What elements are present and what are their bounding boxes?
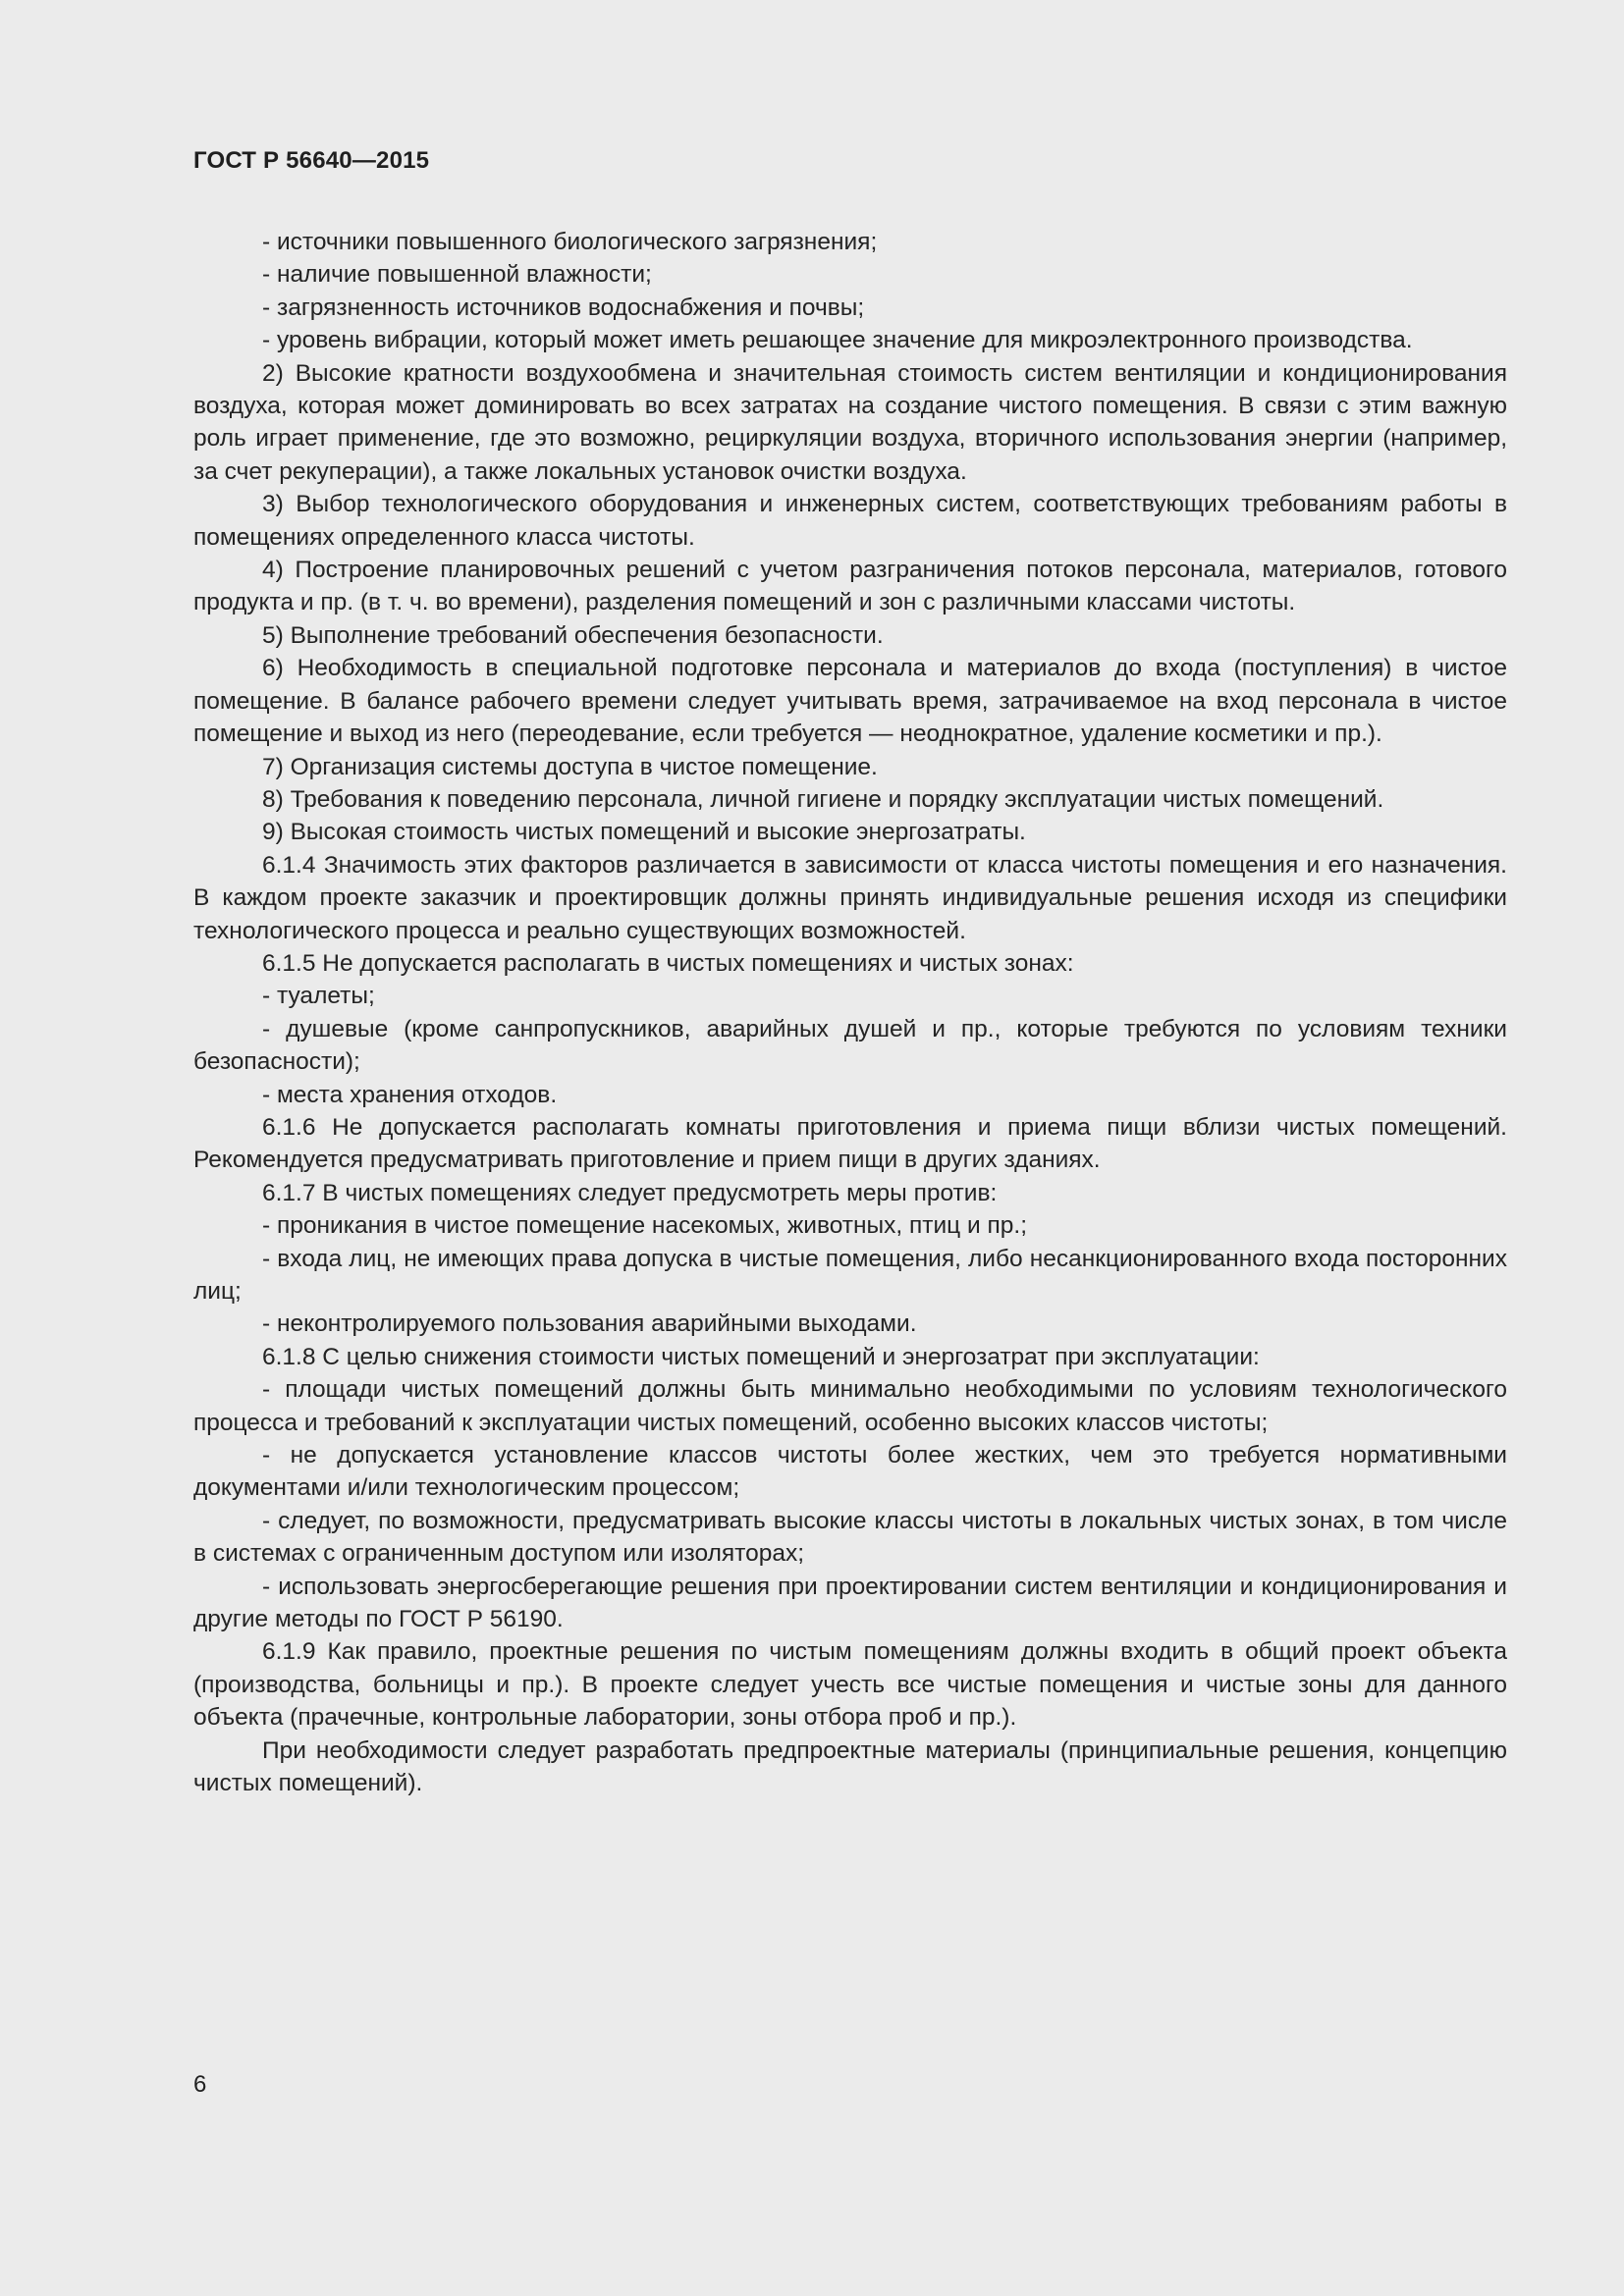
paragraph: - наличие повышенной влажности;: [262, 261, 652, 289]
paragraph: - неконтролируемого пользования аварийными выходами.: [262, 1310, 917, 1338]
paragraph: 6) Необходимость в специальной подготовке персонала и материалов до входа (поступления) в чистое помещение. В балансе рабочего времени следует учитывать время, затрачиваемое на вход персонала в чистое помещение и выход из него (переодевание, если требуется — неоднократное, удаление косметики и пр.).: [193, 655, 1507, 748]
paragraph: - места хранения отходов.: [262, 1081, 558, 1108]
paragraph: 6.1.6 Не допускается располагать комнаты приготовления и приема пищи вблизи чистых помещений. Рекомендуется предусматривать приготовление и прием пищи в других зданиях.: [193, 1113, 1507, 1174]
paragraph: - уровень вибрации, который может иметь решающее значение для микроэлектронного производства.: [262, 327, 1413, 354]
body-text: [193, 226, 1507, 1800]
paragraph: - источники повышенного биологического загрязнения;: [262, 229, 878, 255]
paragraph: 4) Построение планировочных решений с учетом разграничения потоков персонала, материалов, готового продукта и пр. (в т. ч. во времени), разделения помещений и зон с различными классами чистоты.: [193, 557, 1507, 616]
paragraph: 5) Выполнение требований обеспечения безопасности.: [262, 621, 884, 649]
paragraph: 9) Высокая стоимость чистых помещений и высокие энергозатраты.: [262, 819, 1026, 846]
paragraph: - не допускается установление классов чистоты более жестких, чем это требуется нормативными документами и/или технологическим процессом;: [193, 1442, 1507, 1502]
paragraph: 2) Высокие кратности воздухообмена и значительная стоимость систем вентиляции и кондиционирования воздуха, которая может доминировать во всех затратах на создание чистого помещения. В связи с этим важную роль играет применение, где это возможно, рециркуляции воздуха, вторичного использования энергии (например, за счет рекуперации), а также локальных установок очистки воздуха.: [193, 359, 1507, 485]
paragraph: 7) Организация системы доступа в чистое помещение.: [262, 753, 878, 780]
paragraph: 6.1.4 Значимость этих факторов различается в зависимости от класса чистоты помещения и его назначения. В каждом проекте заказчик и проектировщик должны принять индивидуальные решения исходя из специфики технологического процесса и реально существующих возможностей.: [193, 851, 1507, 944]
paragraph: - входа лиц, не имеющих права допуска в чистые помещения, либо несанкционированного входа посторонних лиц;: [193, 1245, 1507, 1305]
paragraph: - использовать энергосберегающие решения при проектировании систем вентиляции и кондиционирования и другие методы по ГОСТ Р 56190.: [193, 1573, 1507, 1633]
paragraph: 6.1.7 В чистых помещениях следует предусмотреть меры против:: [262, 1179, 998, 1206]
paragraph: 6.1.5 Не допускается располагать в чистых помещениях и чистых зонах:: [262, 949, 1074, 977]
paragraph: 8) Требования к поведению персонала, личной гигиене и порядку эксплуатации чистых помещений.: [262, 785, 1384, 813]
paragraph: 6.1.9 Как правило, проектные решения по чистым помещениям должны входить в общий проект объекта (производства, больницы и пр.). В проекте следует учесть все чистые помещения и чистые зоны для данного объекта (прачечные, контрольные лаборатории, зоны отбора проб и пр.).: [193, 1638, 1507, 1732]
paragraph: - проникания в чистое помещение насекомых, животных, птиц и пр.;: [262, 1212, 1028, 1240]
paragraph: - туалеты;: [262, 983, 375, 1010]
page-number: 6: [193, 2071, 207, 2098]
paragraph: 3) Выбор технологического оборудования и инженерных систем, соответствующих требованиям работы в помещениях определенного класса чистоты.: [193, 491, 1507, 551]
paragraph: - душевые (кроме санпропускников, аварийных душей и пр., которые требуются по условиям техники безопасности);: [193, 1015, 1507, 1076]
paragraph: - загрязненность источников водоснабжения и почвы;: [262, 294, 865, 321]
paragraph: - площади чистых помещений должны быть минимально необходимыми по условиям технологического процесса и требований к эксплуатации чистых помещений, особенно высоких классов чистоты;: [193, 1376, 1507, 1436]
document-code-header: ГОСТ Р 56640—2015: [193, 147, 430, 174]
paragraph: - следует, по возможности, предусматривать высокие классы чистоты в локальных чистых зонах, в том числе в системах с ограниченным доступом или изоляторах;: [193, 1507, 1507, 1568]
paragraph: При необходимости следует разработать предпроектные материалы (принципиальные решения, концепцию чистых помещений).: [193, 1736, 1507, 1797]
paragraph: 6.1.8 С целью снижения стоимости чистых помещений и энергозатрат при эксплуатации:: [262, 1343, 1260, 1370]
